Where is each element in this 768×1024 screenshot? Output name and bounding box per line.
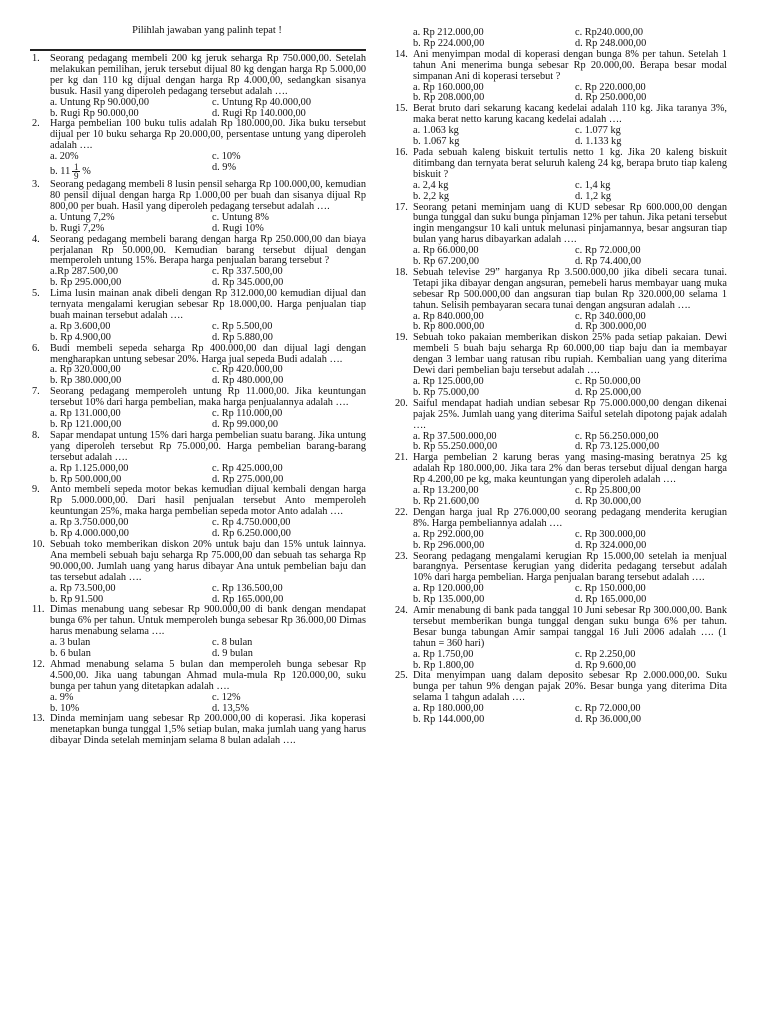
fraction [72,163,80,180]
question-row [395,203,727,247]
answer-option: c. 12% [212,691,241,703]
answer-option: d. Rp 36.000,00 [575,714,642,726]
question-row [32,235,366,268]
question-row [395,148,727,181]
question [32,344,366,388]
fraction-numerator: 1 [73,162,79,173]
answer-option: a. Rp 3.750.000,00 [50,517,129,529]
answer-option: b. Rp 800.000,00 [413,321,485,333]
answer-option: d. Rp 73.125.000,00 [575,441,660,453]
answer-option: b. Rp 380.000,00 [50,375,122,387]
question-row [32,660,366,693]
question-options [395,181,727,203]
answer-option: a.Rp 287.500,00 [50,266,119,278]
option-prefix: b. 11 [50,165,71,177]
question-number: 7. [32,386,40,398]
question-number: 13. [32,713,45,725]
answer-option: c. 1,4 kg [575,179,611,191]
question-text: Sebuah toko memberikan diskon 20% untuk baju dan 15% untuk lainnya. Ana membeli sebuah baju seharga Rp 75.000,00 dan sebuah tas seharga Rp 90.000,00. Jumlah uang yang harus dibayar Ana untuk pembelian baju dan tas tersebut adalah …. [50,538,366,583]
question-options [32,98,366,120]
answer-option: d. Rp 6.250.000,00 [212,528,291,540]
question-row [395,671,727,704]
question-number: 1. [32,53,40,64]
answer-option: c. Rp 56.250.000,00 [575,430,659,442]
question-row [32,119,366,152]
answer-option: b. Rp 295.000,00 [50,277,122,289]
question-options [32,693,366,715]
answer-option: d. Rp 165.000,00 [575,594,647,606]
page-title: Pilihlah jawaban yang palinh tepat ! [132,25,282,36]
question-options [395,704,727,726]
answer-option: c. Rp 420.000,00 [212,364,283,376]
answer-option: c. 10% [212,151,241,163]
answer-option: b. Rp 500.000,00 [50,473,122,485]
question-number: 18. [395,266,408,278]
answer-option: b. Rp 91.500 [50,593,104,605]
question [395,453,727,508]
answer-option: a. Rp 37.500.000,00 [413,430,497,442]
question-text: Seorang petani meminjam uang di KUD sebesar Rp 600.000,00 dengan bunga tunggal dan suku bunga pinjaman 12% per tahun. Jika petani tersebut ingin mengangsur 10 kali untuk melunasi pinjamannya, besar angsuran tiap bulan yang harus dibayarkan adalah …. [413,201,727,246]
question [32,714,366,747]
answer-option: c. Rp 25.800,00 [575,485,641,497]
question-text: Dinda meminjam uang sebesar Rp 200.000,00 di koperasi. Jika koperasi menetapkan bunga tunggal 1,5% setiap bulan, maka jumlah uang yang harus dibayar Dinda setelah meminjam selama 8 bulan adalah …. [50,713,366,747]
answer-option: d. Rp 275.000,00 [212,473,284,485]
answer-option: d. 9 bulan [212,648,253,660]
question-text: Dengan harga jual Rp 276.000,00 seorang pedagang menderita kerugian 8%. Harga pembeliannya adalah …. [413,506,727,529]
answer-option: c. Rp 2.250,00 [575,648,636,660]
answer-option: a. Untung 7,2% [50,211,115,223]
answer-option: a. 2,4 kg [413,179,449,191]
question-text: Ani menyimpan modal di koperasi dengan bunga 8% per tahun. Setelah 1 tahun Ani menerima bunga sebesar Rp 20.000,00. Berapa besar modal simpanan Ani di koperasi tersebut ? [413,48,727,82]
question [32,387,366,431]
answer-option: c. Rp 72.000,00 [575,245,641,257]
question [32,289,366,344]
answer-option: b. Rugi 7,2% [50,222,105,234]
question-text: Seorang pedagang membeli 200 kg jeruk seharga Rp 750.000,00. Setelah melakukan pemilihan, jeruk tersebut dijual 80 kg dengan harga Rp 5.000,00 per kg dan 110 kg dijual dengan harga Rp 4.000,00, sedangkan sisanya busuk. Hasil yang diperoleh pedagang tersebut adalah …. [50,53,366,97]
answer-option: d. Rp 25.000,00 [575,386,642,398]
answer-option: b. Rp 208.000,00 [413,92,485,104]
answer-option: a. Untung Rp 90.000,00 [50,96,149,108]
answer-option: b. Rp 121.000,00 [50,419,122,430]
answer-option: c. Rp 4.750.000,00 [212,517,291,529]
answer-option: d. 1.133 kg [575,136,622,148]
question-text: Berat bruto dari sekarung kacang kedelai adalah 110 kg. Jika taranya 3%, maka berat netto karung kacang kedelai adalah …. [413,103,727,126]
question [395,268,727,333]
question-options [32,584,366,606]
question-options [395,312,727,334]
answer-option: d. Rp 30.000,00 [575,495,642,507]
answer-option: d. Rp 300.000,00 [575,321,647,333]
answer-option: b. Rp 4.000.000,00 [50,528,129,540]
question [32,235,366,290]
answer-option: a. Rp 120.000,00 [413,583,484,595]
question-text: Saiful mendapat hadiah undian sebesar Rp 75.000.000,00 dengan dikenai pajak 25%. Jumlah uang yang diterima Saiful setelah dipotong pajak adalah …. [413,397,727,431]
answer-option: a. Rp 180.000,00 [413,703,484,715]
answer-option: a. 1.063 kg [413,125,459,137]
question-options [32,638,366,660]
question [32,180,366,235]
answer-option: b. Rp 4.900,00 [50,331,111,343]
answer-option: a. 9% [50,691,74,703]
question [395,148,727,203]
answer-option: a. 20% [50,151,79,163]
answer-option: c. Untung 8% [212,211,269,223]
answer-option: d. Rp 250.000,00 [575,92,647,104]
question-text: Ahmad menabung selama 5 bulan dan memperoleh bunga sebesar Rp 4.500,00. Jika uang tabungan Ahmad mula-mula Rp 120.000,00, suku bunga per tahun yang ditetapkan adalah …. [50,658,366,692]
question-options [32,365,366,387]
question [395,50,727,105]
question-text: Amir menabung di bank pada tanggal 10 Juni sebesar Rp 300.000,00. Bank tersebut memberikan bunga tunggal dengan suku bunga 6% per tahun. Besar bunga tabungan Amir sampai tanggal 16 Juli 2006 adalah …. (1 tahun = 360 hari) [413,605,727,649]
fraction-denominator: 9 [73,171,79,182]
question [395,203,727,268]
answer-option: c. Rp 136.500,00 [212,582,283,594]
answer-option: a. Rp 212.000,00 [413,27,484,38]
question-number: 20. [395,397,408,409]
question [395,333,727,398]
question-options [395,377,727,399]
question-text: Budi membeli sepeda seharga Rp 400.000,00 dan dijual lagi dengan mengharapkan untung sebesar 20%. Harga jual sepeda Budi adalah …. [50,342,366,365]
answer-option: a. Rp 3.600,00 [50,320,111,332]
answer-option: c. Rp 110.000,00 [212,408,283,420]
question-text: Seorang pedagang memperoleh untung Rp 11.000,00. Jika keuntungan tersebut 10% dari harga pembelian, maka harga penjualannya adalah …. [50,386,366,409]
question-row [395,606,727,650]
answer-option: d. Rp 74.400,00 [575,256,642,268]
answer-option: d. Rp 99.000,00 [212,419,279,430]
answer-option: c. 8 bulan [212,637,253,649]
question-row [32,180,366,213]
answer-option: a. Rp 160.000,00 [413,81,484,93]
question-options [32,213,366,235]
question-number: 14. [395,48,408,60]
question [395,104,727,148]
answer-option: a. Rp 131.000,00 [50,408,121,420]
question-row [32,714,366,747]
option-suffix: % [82,165,91,177]
question [32,485,366,540]
answer-option: b. Rp 67.200,00 [413,256,480,268]
answer-option: c. Rp 425.000,00 [212,462,283,474]
question-options [395,486,727,508]
answer-option: c. 1.077 kg [575,125,621,137]
question-text: Anto membeli sepeda motor bekas kemudian dijual kembali dengan harga Rp 5.000.000,00. Dari hasil penjualan tersebut Anto memperoleh keuntungan 25%, maka harga pembelian sepeda motor Anto adalah …. [50,484,366,518]
question-options [395,246,727,268]
answer-option: c. Rp 150.000,00 [575,583,646,595]
question-options [395,584,727,606]
question-number: 4. [32,233,40,245]
question-row [395,552,727,585]
answer-option: a. Rp 125.000,00 [413,376,484,387]
question-row [32,54,366,98]
answer-option: a. Rp 1.125.000,00 [50,462,129,474]
answer-option: a. Rp 840.000,00 [413,310,484,322]
question-text: Harga pembelian 100 buku tulis adalah Rp 180.000,00. Jika buku tersebut dijual per 10 buku seharga Rp 20.000,00, persentase untung yang diperoleh adalah …. [50,118,366,152]
question-number: 24. [395,605,408,617]
question-options [395,83,727,105]
answer-option: b. Rp 21.600,00 [413,495,480,507]
right-column [395,28,727,726]
answer-option: c. Rp 50.000,00 [575,376,641,387]
answer-option: c. Rp 340.000,00 [575,310,646,322]
question-row [32,289,366,322]
question-text: Harga pembelian 2 karung beras yang masing-masing beratnya 25 kg adalah Rp 180.000,00. Jika tara 2% dan beras tersebut dijual dengan harga Rp 4.200,00 pe kg, maka keuntungan yang diperoleh adalah …. [413,452,727,486]
question-options [395,530,727,552]
answer-option: a. Rp 13.200,00 [413,485,479,497]
question [32,431,366,486]
question [32,540,366,605]
question-text: Sapar mendapat untung 15% dari harga pembelian suatu barang. Jika untung yang diperoleh tersebut Rp 75.000,00. Harga pembelian barang-barang tersebut adalah …. [50,429,366,463]
question-text: Seorang pedagang membeli 8 lusin pensil seharga Rp 100.000,00, kemudian 80 pensil dijual dengan harga Rp 1.000,00 per buah dan sisanya dijual Rp 800,00 per buah. Hasil yang diperoleh pedagang tersebut adalah …. [50,179,366,212]
question [32,119,366,180]
option-b [50,163,212,180]
question-row [395,333,727,377]
question-text: Seorang pedagang mengalami kerugian Rp 15.000,00 setelah ia menjual barangnya. Persentase kerugian yang diderita pedagang tersebut adalah 10% dari harga pembelian. Harga penjualan barang tersebut adalah …. [413,550,727,584]
answer-option: a. Rp 1.750,00 [413,648,474,660]
answer-option: b. Rp 296.000,00 [413,539,485,551]
question-options [32,152,366,180]
question-number: 2. [32,118,40,130]
answer-option: c. Rp240.000,00 [575,27,644,38]
question-row [32,344,366,366]
answer-option: d. 9% [212,162,237,174]
answer-option: d. Rp 165.000,00 [212,593,284,605]
answer-option: b. 10% [50,702,80,714]
question-row [395,268,727,312]
answer-option: b. Rp 135.000,00 [413,594,485,606]
question-number: 10. [32,538,45,550]
answer-option: d. Rp 9.600,00 [575,659,636,671]
question [395,399,727,454]
answer-option: b. Rp 224.000,00 [413,37,485,49]
answer-option: c. Untung Rp 40.000,00 [212,96,311,108]
question-number: 12. [32,658,45,670]
question-number: 21. [395,452,408,464]
question-number: 8. [32,429,40,441]
question-options [32,267,366,289]
question-number: 22. [395,506,408,518]
question-row [32,605,366,638]
answer-option: d. 1,2 kg [575,190,612,202]
answer-option: a. 3 bulan [50,637,91,649]
answer-option: c. Rp 72.000,00 [575,703,641,715]
answer-option: b. 6 bulan [50,648,91,660]
question-number: 15. [395,103,408,115]
question-row [32,540,366,584]
question-row [32,485,366,518]
answer-option: a. Rp 66.000,00 [413,245,479,257]
answer-option: a. Rp 320.000,00 [50,364,121,376]
answer-option: d. Rp 324.000,00 [575,539,647,551]
answer-option: d. Rp 480.000,00 [212,375,284,387]
answer-option: c. Rp 337.500,00 [212,266,283,278]
answer-option: d. Rugi 10% [212,222,264,234]
question-row [395,50,727,83]
question-text: Seorang pedagang membeli barang dengan harga Rp 250.000,00 dan biaya perjalanan Rp 50.000,00. Kemudian barang tersebut dijual dengan memperoleh untung 15%. Berapa harga penjualan barang tersebut ? [50,233,366,267]
question-text: Dimas menabung uang sebesar Rp 900.000,00 di bank dengan mendapat bunga 6% per tahun. Untuk memperoleh bunga sebesar Rp 36.000,00 Dimas harus menabung selama …. [50,604,366,638]
question-number: 5. [32,288,40,300]
question [32,660,366,715]
question-number: 16. [395,146,408,158]
question-options [32,322,366,344]
answer-option: d. 13,5% [212,702,249,714]
question [32,54,366,119]
question-number: 19. [395,332,408,344]
answer-option: d. Rp 345.000,00 [212,277,284,289]
answer-option: d. Rugi Rp 140.000,00 [212,107,306,119]
question-number: 23. [395,550,408,562]
question-text: Dita menyimpan uang dalam deposito sebesar Rp 2.000.000,00. Suku bunga per tahun 9% dengan pajak 20%. Besar bunga yang diterima Dita selama 1 tahgun adalah …. [413,670,727,704]
answer-option: d. Rp 5.880,00 [212,331,273,343]
question-number: 3. [32,179,40,191]
question-options [32,464,366,486]
question [395,606,727,671]
question [395,508,727,552]
question-options [32,518,366,540]
answer-option: b. 2,2 kg [413,190,450,202]
question [395,671,727,726]
question-row [395,399,727,432]
answer-option: b. Rp 144.000,00 [413,714,485,726]
question [32,605,366,660]
answer-option: b. Rp 1.800,00 [413,659,474,671]
question-number: 9. [32,484,40,496]
answer-option: b. Rugi Rp 90.000,00 [50,107,139,119]
answer-option: d. Rp 248.000,00 [575,37,647,49]
question-options [395,126,727,148]
left-column [32,54,366,747]
question-row [395,104,727,126]
question-number: 11. [32,604,45,616]
question-row [395,508,727,530]
question-row [395,453,727,486]
question-text: Sebuah toko pakaian memberikan diskon 25% pada setiap pakaian. Dewi membeli 5 buah baju seharga Rp 60.000,00 tiap baju dan ia membayar dengan 3 lembar uang ratusan ribu rupiah. Kembalian uang yang diterima Dewi dari pembelian baju tersebut adalah …. [413,332,727,377]
answer-option: b. Rp 75.000,00 [413,386,480,398]
answer-option: c. Rp 5.500,00 [212,320,273,332]
question-options [395,650,727,672]
question-row [32,431,366,464]
answer-option: c. Rp 220.000,00 [575,81,646,93]
answer-option: a. Rp 292.000,00 [413,528,484,540]
question-text: Lima lusin mainan anak dibeli dengan Rp 312.000,00 kemudian dijual dan ternyata mengalami kerugian sebesar Rp 18.000,00. Harga penjualan tiap buah mainan tersebut adalah …. [50,288,366,321]
answer-option: b. Rp 55.250.000,00 [413,441,498,453]
question-13-options [395,28,727,50]
answer-option: c. Rp 300.000,00 [575,528,646,540]
answer-option: b. 1.067 kg [413,136,460,148]
question-text: Pada sebuah kaleng biskuit tertulis netto 1 kg. Jika 20 kaleng biskuit ditimbang dan ternyata berat seluruh kaleng 24 kg, berapa bruto tiap kaleng biskuit ? [413,146,727,180]
question-number: 17. [395,201,408,213]
question-row [32,387,366,409]
answer-option: a. Rp 73.500,00 [50,582,116,594]
question-number: 6. [32,342,40,354]
question-options [395,432,727,454]
question-text: Sebuah televise 29” harganya Rp 3.500.000,00 jika dibeli secara tunai. Tetapi jika dibayar dengan angsuran, pemebeli harus membayar uang muka sebesar Rp 500.000,00 dan angsuran tiap bulan Rp 320.000,00 selama 1 tahun. Selisih pembayaran secara tunai dengan angsuran adalah …. [413,266,727,311]
question-number: 25. [395,670,408,682]
question [395,552,727,607]
question-options [32,409,366,431]
